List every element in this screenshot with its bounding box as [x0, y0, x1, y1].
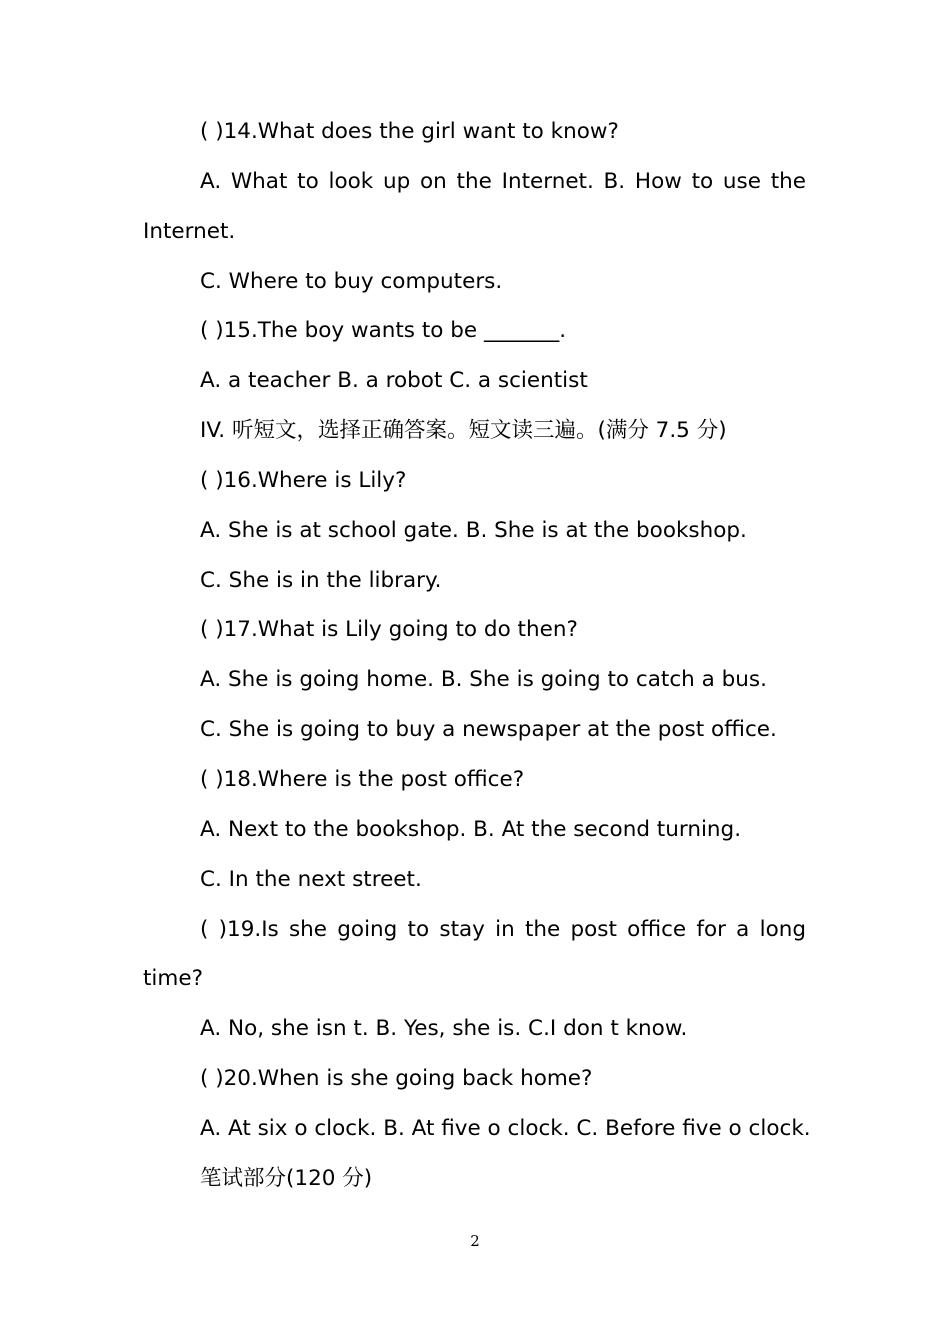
- question-15: ( )15.The boy wants to be _______.: [200, 318, 567, 344]
- question-14-options-ab: A. What to look up on the Internet. B. How to use the Internet.: [143, 168, 806, 244]
- question-18: ( )18.Where is the post office?: [200, 766, 525, 792]
- question-16: ( )16.Where is Lily?: [200, 467, 407, 493]
- section-iv-heading: IV. 听短文，选择正确答案。短文读三遍。(满分 7.5 分): [200, 418, 727, 444]
- question-14: ( )14.What does the girl want to know?: [200, 119, 619, 144]
- question-19-options: A. No, she isn t. B. Yes, she is. C.I don t know.: [200, 1016, 688, 1042]
- written-section-heading: 笔试部分(120 分): [200, 1165, 373, 1191]
- question-18-options-ab: A. Next to the bookshop. B. At the second turning.: [200, 816, 742, 842]
- question-16-option-c: C. She is in the library.: [200, 567, 442, 593]
- question-20: ( )20.When is she going back home?: [200, 1066, 593, 1092]
- question-17: ( )17.What is Lily going to do then?: [200, 617, 578, 643]
- question-20-options: A. At six o clock. B. At five o clock. C. Before five o clock.: [200, 1115, 811, 1141]
- question-15-options: A. a teacher B. a robot C. a scientist: [200, 368, 588, 394]
- document-body: [143, 107, 811, 1204]
- question-18-option-c: C. In the next street.: [200, 866, 422, 892]
- question-19: ( )19.Is she going to stay in the post office for a long time?: [143, 916, 806, 992]
- question-17-option-c: C. She is going to buy a newspaper at the post office.: [200, 717, 777, 743]
- page-number: 2: [470, 1232, 480, 1250]
- question-16-options-ab: A. She is at school gate. B. She is at the bookshop.: [200, 517, 747, 543]
- question-14-option-c: C. Where to buy computers.: [200, 268, 503, 294]
- question-17-options-ab: A. She is going home. B. She is going to catch a bus.: [200, 667, 767, 693]
